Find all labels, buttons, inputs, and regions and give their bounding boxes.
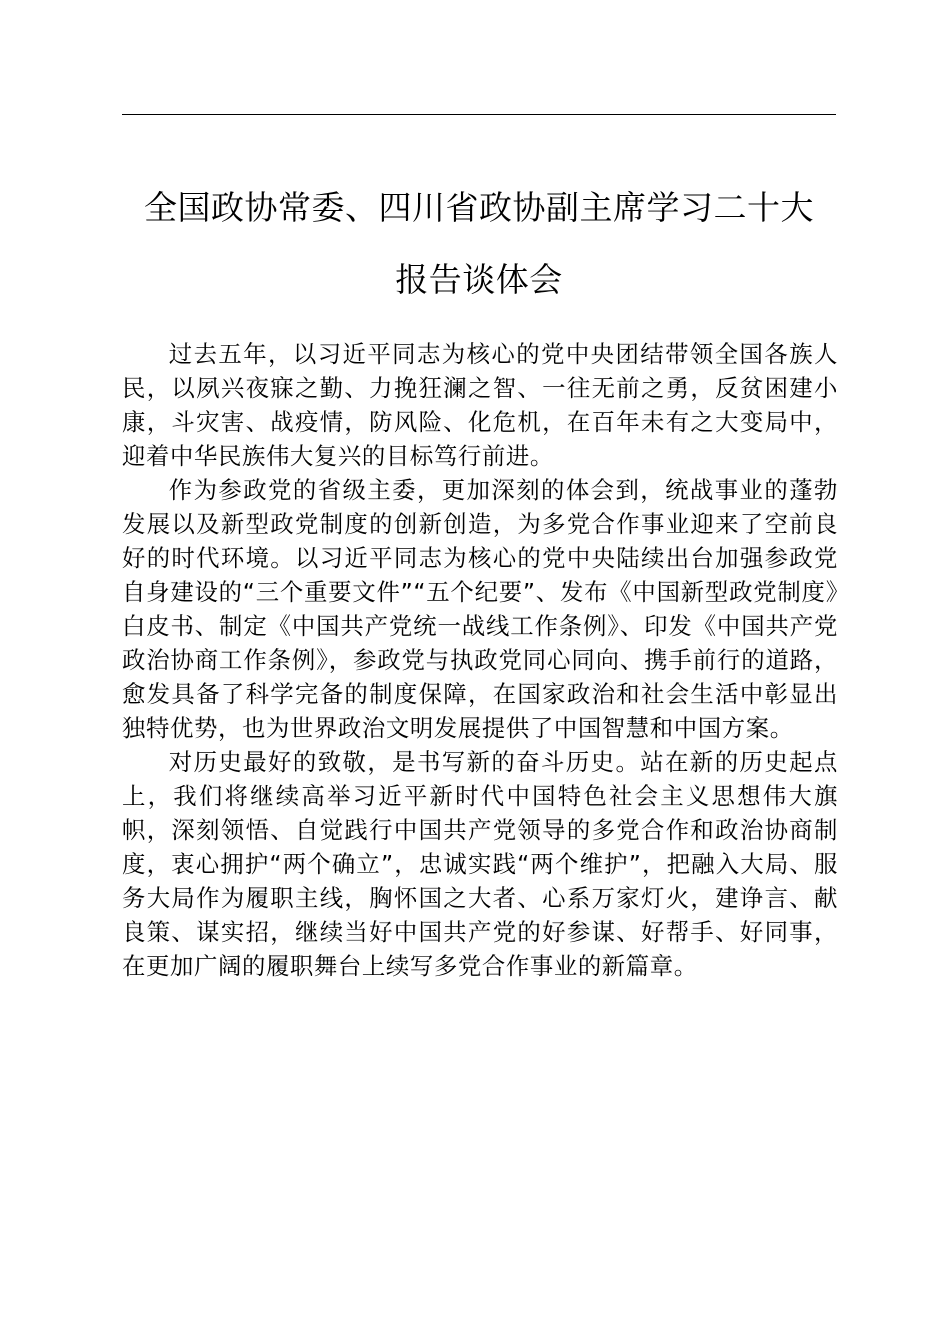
document-title: [122, 172, 836, 316]
document-body: [122, 337, 838, 983]
paragraph-3: 对历史最好的致敬，是书写新的奋斗历史。站在新的历史起点上，我们将继续高举习近平新时代中国特色社会主义思想伟大旗帜，深刻领悟、自觉践行中国共产党领导的多党合作和政治协商制度，衷心拥护“两个确立”，忠诚实践“两个维护”，把融入大局、服务大局作为履职主线，胸怀国之大者、心系万家灯火，建诤言、献良策、谋实招，继续当好中国共产党的好参谋、好帮手、好同事，在更加广阔的履职舞台上续写多党合作事业的新篇章。: [122, 748, 838, 980]
title-line-2: 报告谈体会: [395, 260, 563, 299]
paragraph-2: 作为参政党的省级主委，更加深刻的体会到，统战事业的蓬勃发展以及新型政党制度的创新创造，为多党合作事业迎来了空前良好的时代环境。以习近平同志为核心的党中央陆续出台加强参政党自身建设的“三个重要文件”“五个纪要”、发布《中国新型政党制度》白皮书、制定《中国共产党统一战线工作条例》、印发《中国共产党政治协商工作条例》，参政党与执政党同心同向、携手前行的道路，愈发具备了科学完备的制度保障，在国家政治和社会生活中彰显出独特优势，也为世界政治文明发展提供了中国智慧和中国方案。: [122, 476, 838, 742]
header-rule: [122, 114, 836, 115]
paragraph-1: 过去五年，以习近平同志为核心的党中央团结带领全国各族人民，以夙兴夜寐之勤、力挽狂澜之智、一往无前之勇，反贫困建小康，斗灾害、战疫情，防风险、化危机，在百年未有之大变局中，迎着中华民族伟大复兴的目标笃行前进。: [122, 340, 838, 470]
title-line-1: 全国政协常委、四川省政协副主席学习二十大: [144, 188, 814, 227]
